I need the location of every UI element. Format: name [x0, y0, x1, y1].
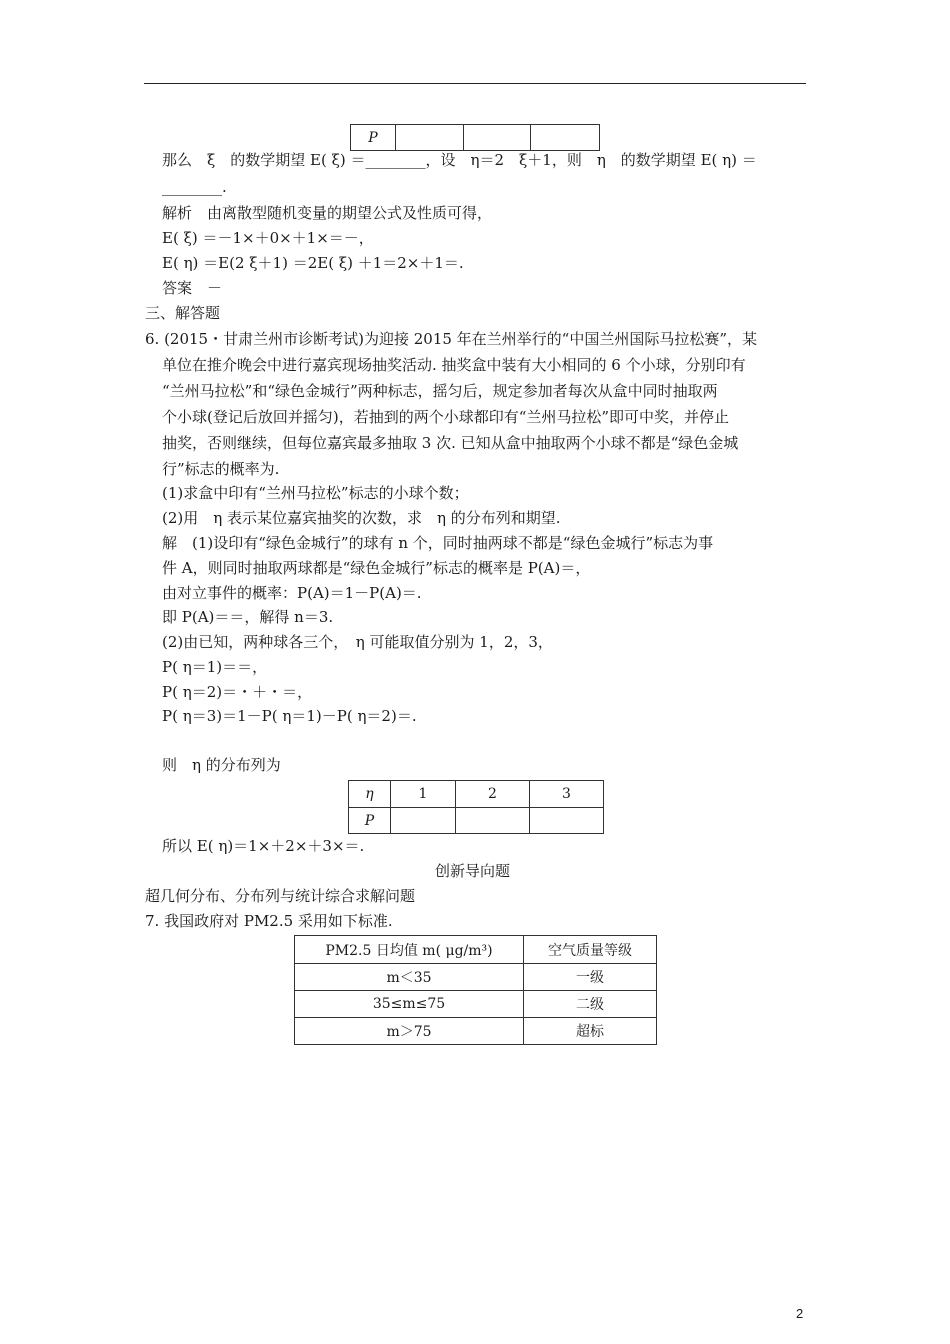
- text-line: 抽奖，否则继续，但每位嘉宾最多抽取 3 次. 已知从盒中抽取两个小球不都是“绿色金城: [162, 434, 739, 452]
- pm25-standard-table: [294, 935, 657, 1045]
- table-cell: 35≤m≤75: [295, 991, 524, 1018]
- distribution-table: [348, 780, 604, 834]
- table-cell: [396, 125, 464, 151]
- text-line: 行”标志的概率为.: [162, 460, 280, 478]
- text-line: 则 η 的分布列为: [162, 756, 281, 774]
- text-line: 即 P(A)＝＝，解得 n＝3.: [162, 608, 334, 626]
- text-line: (2)由已知，两种球各三个， η 可能取值分别为 1，2，3，: [162, 633, 553, 651]
- text-line: 由对立事件的概率：P(A)＝1－P(A)＝.: [162, 584, 422, 602]
- table-cell: [391, 808, 456, 834]
- text-line: 所以 E( η)＝1×＋2×＋3×＝.: [162, 837, 365, 855]
- table-cell: m＞75: [295, 1018, 524, 1045]
- table-header-cell: PM2.5 日均值 m( μg/m³): [295, 936, 524, 964]
- table-cell: [531, 125, 600, 151]
- table-header-cell: 2: [456, 781, 530, 808]
- section-heading: 创新导向题: [435, 862, 511, 880]
- text-line: 那么 ξ 的数学期望 E( ξ) ＝________，设 η＝2 ξ＋1，则 η 的数学期望 E( η) ＝: [162, 151, 757, 169]
- table-cell: m＜35: [295, 964, 524, 991]
- table-header-cell: 空气质量等级: [524, 936, 657, 964]
- text-line: (1)求盒中印有“兰州马拉松”标志的小球个数；: [162, 484, 469, 502]
- table-header-cell: 1: [391, 781, 456, 808]
- text-line: 解 (1)设印有“绿色金城行”的球有 n 个，同时抽两球不都是“绿色金城行”标志为事: [162, 534, 714, 552]
- table-cell: [530, 808, 604, 834]
- probability-table-top: [350, 124, 600, 151]
- table-cell: P: [349, 808, 391, 834]
- table-cell: [464, 125, 531, 151]
- text-line: E( ξ) ＝－1×＋0×＋1×＝－，: [162, 229, 374, 247]
- page-number: 2: [796, 1306, 804, 1321]
- text-line: 6. (2015・甘肃兰州市诊断考试)为迎接 2015 年在兰州举行的“中国兰州国际马拉松赛”，某: [145, 330, 758, 348]
- text-line: 个小球(登记后放回并摇匀)，若抽到的两个小球都印有“兰州马拉松”即可中奖，并停止: [162, 408, 730, 426]
- text-line: E( η) ＝E(2 ξ＋1) ＝2E( ξ) ＋1＝2×＋1＝.: [162, 254, 464, 272]
- header-rule: [144, 83, 806, 84]
- text-line: 7. 我国政府对 PM2.5 采用如下标准.: [145, 912, 393, 930]
- text-line: 单位在推介晚会中进行嘉宾现场抽奖活动. 抽奖盒中装有大小相同的 6 个小球，分别印有: [162, 356, 746, 374]
- section-heading: 三、解答题: [145, 304, 221, 322]
- table-cell: [456, 808, 530, 834]
- text-line: 超几何分布、分布列与统计综合求解问题: [145, 887, 416, 905]
- table-header-cell: 3: [530, 781, 604, 808]
- table-cell: 一级: [524, 964, 657, 991]
- table-header-cell: η: [349, 781, 391, 808]
- table-cell: 超标: [524, 1018, 657, 1045]
- text-line: P( η＝1)＝＝，: [162, 658, 268, 676]
- table-cell: 二级: [524, 991, 657, 1018]
- text-line: 解析 由离散型随机变量的期望公式及性质可得，: [162, 204, 493, 222]
- table-cell: P: [351, 125, 396, 151]
- text-line: 件 A，则同时抽取两球都是“绿色金城行”标志的概率是 P(A)＝，: [162, 559, 591, 577]
- text-line: P( η＝2)＝・＋・＝，: [162, 683, 313, 701]
- text-line: 答案 －: [162, 279, 223, 297]
- text-line: (2)用 η 表示某位嘉宾抽奖的次数，求 η 的分布列和期望.: [162, 509, 561, 527]
- text-line: P( η＝3)＝1－P( η＝1)－P( η＝2)＝.: [162, 707, 417, 725]
- text-line: “兰州马拉松”和“绿色金城行”两种标志，摇匀后，规定参加者每次从盒中同时抽取两: [162, 382, 718, 400]
- text-line: ________.: [162, 178, 227, 196]
